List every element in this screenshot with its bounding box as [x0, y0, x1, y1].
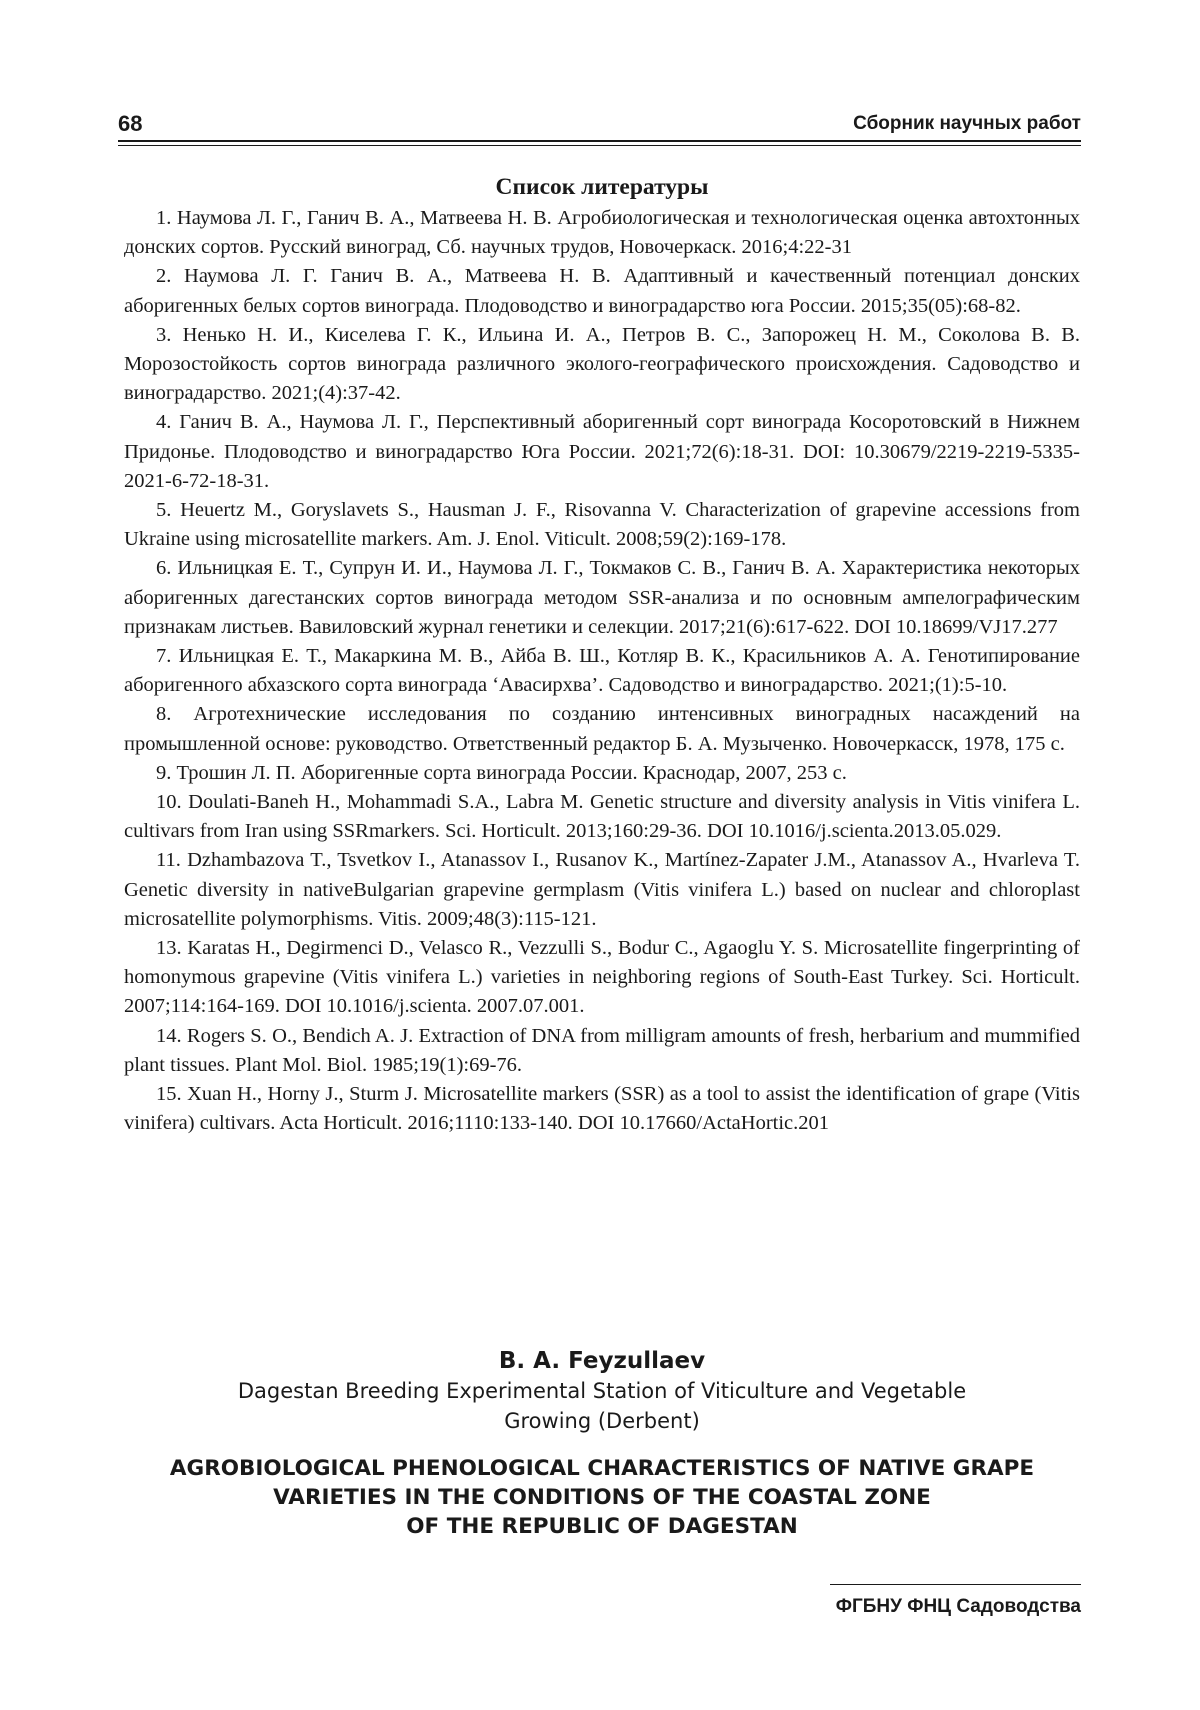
reference-item: 9. Трошин Л. П. Аборигенные сорта винограда России. Краснодар, 2007, 253 с.: [156, 761, 847, 784]
article-title: [124, 1454, 1080, 1541]
reference-item: 8. Агротехнические исследования по созданию интенсивных виноградных насаждений на промышленной основе: руководство. Ответственный редактор Б. А. Музыченко. Новочеркасск, 1978, 175 с.: [124, 703, 1080, 755]
author-affiliation-line: Growing (Derbent): [504, 1409, 700, 1433]
header-rule: [118, 140, 1081, 146]
reference-item: 4. Ганич В. А., Наумова Л. Г., Перспективный аборигенный сорт винограда Косоротовский в Нижнем Придонье. Плодоводство и виноградарство Юга России. 2021;72(6):18-31. DOI: 10.30679/2219-2219-5335-2021-6-72-18-31.: [124, 411, 1080, 492]
reference-item: 3. Ненько Н. И., Киселева Г. К., Ильина И. А., Петров В. С., Запорожец Н. М., Соколова В. В. Морозостойкость сортов винограда различного эколого-географического происхождения. Садоводство и виноградарство. 2021;(4):37-42.: [124, 323, 1080, 405]
reference-item: 1. Наумова Л. Г., Ганич В. А., Матвеева Н. В. Агробиологическая и технологическая оценка автохтонных донских сортов. Русский виноград, Сб. научных трудов, Новочеркаск. 2016;4:22-31: [124, 207, 1080, 259]
reference-item: 15. Xuan H., Horny J., Sturm J. Microsatellite markers (SSR) as a tool to assist the identification of grape (Vitis vinifera) cultivars. Acta Horticult. 2016;1110:133-140. DOI 10.17660/ActaHortic.201: [124, 1083, 1080, 1135]
collection-title: Сборник научных работ: [853, 113, 1081, 134]
reference-item: 14. Rogers S. O., Bendich A. J. Extraction of DNA from milligram amounts of fresh, herbarium and mummified plant tissues. Plant Mol. Biol. 1985;19(1):69-76.: [124, 1024, 1080, 1076]
references-title: Список литературы: [495, 174, 709, 200]
article-title-line: AGROBIOLOGICAL PHENOLOGICAL CHARACTERISTICS OF NATIVE GRAPE: [169, 1456, 1035, 1481]
reference-item: 6. Ильницкая Е. Т., Супрун И. И., Наумова Л. Г., Токмаков С. В., Ганич В. А. Характеристика некоторых аборигенных дагестанских сортов винограда методом SSR-анализа и по основным ампелографическим признакам листьев. Вавиловский журнал генетики и селекции. 2017;21(6):617-622. DOI 10.18699/VJ17.277: [124, 557, 1080, 638]
reference-item: 10. Doulati-Baneh H., Mohammadi S.A., Labra M. Genetic structure and diversity analysis in Vitis vinifera L. cultivars from Iran using SSRmarkers. Sci. Horticult. 2013;160:29-36. DOI 10.1016/j.scienta.2013.05.029.: [124, 791, 1080, 843]
reference-item: 7. Ильницкая Е. Т., Макаркина М. В., Айба В. Ш., Котляр В. К., Красильников А. А. Генотипирование аборигенного абхазского сорта винограда ‘Авасирхва’. Садоводство и виноградарство. 2021;(1):5-10.: [124, 645, 1080, 697]
reference-item: 11. Dzhambazova T., Tsvetkov I., Atanassov I., Rusanov K., Martínez-Zapater J.M., Atanassov A., Hvarleva T. Genetic diversity in nativeBulgarian grapevine germplasm (Vitis vinifera L.) based on nuclear and chloroplast microsatellite polymorphisms. Vitis. 2009;48(3):115-121.: [124, 849, 1080, 930]
article-title-line: OF THE REPUBLIC OF DAGESTAN: [406, 1514, 798, 1539]
footer-rule: [830, 1584, 1081, 1585]
author-name: B. A. Feyzullaev: [498, 1348, 706, 1374]
reference-item: 2. Наумова Л. Г. Ганич В. А., Матвеева Н. В. Адаптивный и качественный потенциал донских аборигенных белых сортов винограда. Плодоводство и виноградарство юга России. 2015;35(05):68-82.: [124, 265, 1080, 317]
article-title-line: VARIETIES IN THE CONDITIONS OF THE COASTAL ZONE: [273, 1485, 931, 1510]
author-affiliation-line: Dagestan Breeding Experimental Station of Viticulture and Vegetable: [237, 1379, 967, 1403]
reference-item: 13. Karatas H., Degirmenci D., Velasco R., Vezzulli S., Bodur C., Agaoglu Y. S. Microsatellite fingerprinting of homonymous grapevine (Vitis vinifera L.) varieties in neighboring regions of South-East Turkey. Sci. Horticult. 2007;114:164-169. DOI 10.1016/j.scienta. 2007.07.001.: [124, 937, 1080, 1018]
reference-item: 5. Heuertz M., Goryslavets S., Hausman J. F., Risovanna V. Characterization of grapevine accessions from Ukraine using microsatellite markers. Am. J. Enol. Viticult. 2008;59(2):169-178.: [124, 499, 1080, 551]
publisher-footer: ФГБНУ ФНЦ Садоводства: [835, 1596, 1081, 1617]
author-block: [124, 1346, 1080, 1436]
references-section: [124, 172, 1080, 1139]
page-number: 68: [118, 111, 143, 136]
